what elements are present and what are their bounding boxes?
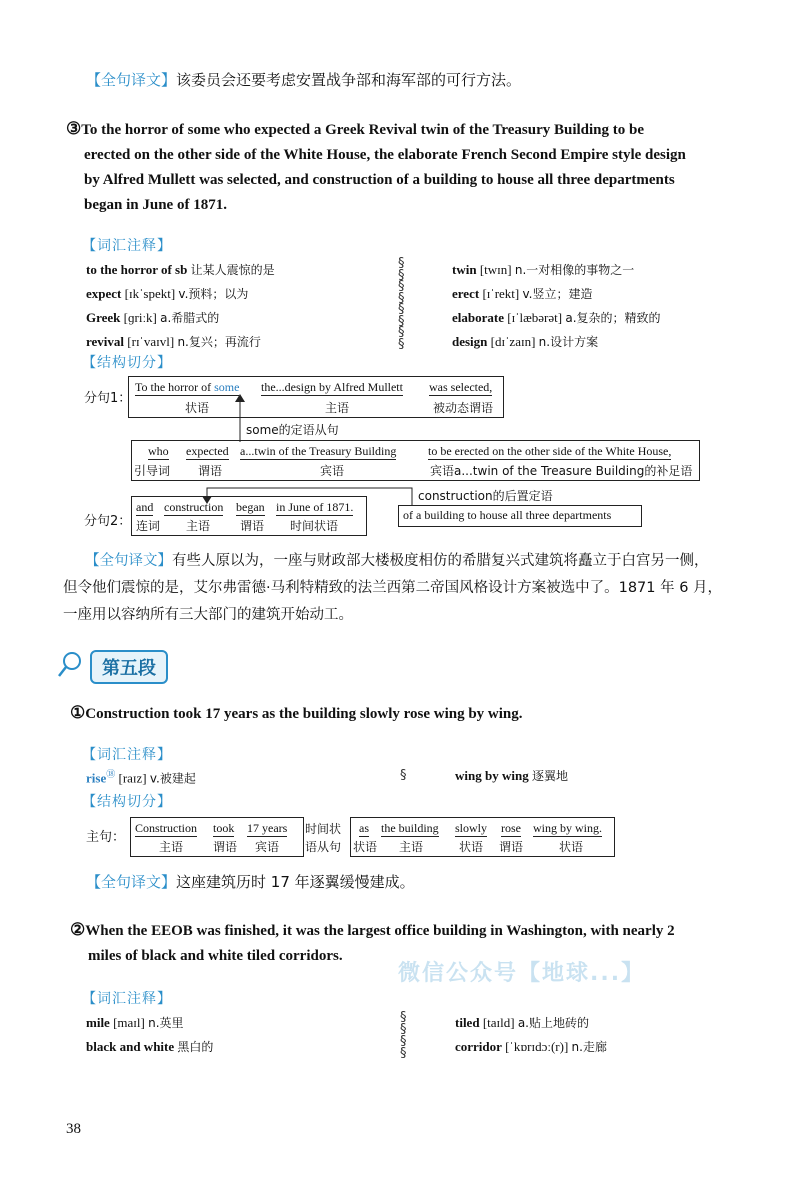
post-modifier-text: of a building to house all three departments bbox=[403, 508, 612, 522]
role-label: 状语 bbox=[353, 840, 378, 854]
relative-clause-note: some的定语从句 bbox=[246, 423, 339, 437]
vocab-entry: mile [maɪl] n.英里 bbox=[86, 1015, 184, 1030]
sentence-3 bbox=[66, 116, 766, 218]
role-label: 谓语 bbox=[198, 464, 223, 478]
c2-time: in June of 1871. bbox=[276, 500, 354, 514]
role-label: 谓语 bbox=[240, 519, 265, 533]
clause1-box bbox=[128, 376, 504, 418]
relative-clause-box bbox=[131, 440, 700, 481]
rel-complement: to be erected on the other side of the White House, bbox=[428, 444, 672, 458]
role-label: 状语 bbox=[559, 840, 584, 854]
c2-and: and bbox=[136, 500, 154, 514]
vocab-entry: to the horror of sb 让某人震惊的是 bbox=[86, 262, 275, 277]
rel-expected: expected bbox=[186, 444, 229, 458]
role-label: 被动态谓语 bbox=[433, 401, 494, 415]
structure-heading: 【结构切分】 bbox=[82, 355, 172, 371]
sub-subject: the building bbox=[381, 821, 439, 835]
clause1-label: 分句1： bbox=[84, 391, 132, 406]
vocab-list-left bbox=[86, 1011, 213, 1059]
role-label: 时间状语 bbox=[290, 519, 339, 533]
rel-who: who bbox=[148, 444, 169, 458]
antecedent-some: some bbox=[214, 380, 240, 394]
sentence-number: ③ bbox=[66, 119, 82, 138]
vocab-list-right bbox=[452, 258, 661, 354]
vocab-list-left bbox=[86, 258, 275, 354]
vocab-divider: § § § § bbox=[400, 1010, 407, 1061]
role-label: 主语 bbox=[159, 840, 184, 854]
clause1-predicate: was selected, bbox=[429, 380, 493, 394]
translation-text: 该委员会还要考虑安置战争部和海军部的可行方法。 bbox=[176, 71, 522, 89]
role-label: 谓语 bbox=[499, 840, 524, 854]
sentence-number: ② bbox=[70, 920, 86, 939]
vocab-heading: 【词汇注释】 bbox=[82, 991, 172, 1007]
sentence-line: began in June of 1871. bbox=[84, 197, 227, 213]
clause1-adverbial: To the horror of some bbox=[135, 380, 240, 394]
vocab-entry: black and white 黑白的 bbox=[86, 1039, 214, 1054]
role-label: 主语 bbox=[399, 840, 424, 854]
vocab-divider: § § § § § § § § bbox=[398, 256, 405, 352]
role-label: 连词 bbox=[136, 519, 161, 533]
main-clause-label: 主句： bbox=[86, 830, 126, 845]
role-label: 宾语a...twin of the Treasure Building的补足语 bbox=[430, 464, 693, 478]
clause1-subject: the...design by Alfred Mullett bbox=[261, 380, 403, 394]
translation-line: 有些人原以为，一座与财政部大楼极度相仿的希腊复兴式建筑将矗立于白宫另一侧， bbox=[172, 553, 709, 569]
role-label: 主语 bbox=[186, 519, 211, 533]
sub-wing: wing by wing. bbox=[533, 821, 602, 835]
c2-began: began bbox=[236, 500, 265, 514]
vocab-entry: rise⑱ [raɪz] v.被建起 bbox=[86, 769, 196, 786]
sub-slowly: slowly bbox=[455, 821, 488, 835]
sentence-p5-1 bbox=[70, 700, 523, 727]
role-label: 状语 bbox=[459, 840, 484, 854]
vocab-entry: corridor [ˈkɒrɪdɔː(r)] n.走廊 bbox=[455, 1039, 607, 1054]
translation-p5s1 bbox=[86, 869, 415, 896]
watermark: 微信公众号【地球...】 bbox=[398, 961, 646, 986]
role-label: 宾语 bbox=[255, 840, 280, 854]
translation-line: 一座用以容纳所有三大部门的建筑开始动工。 bbox=[63, 607, 353, 623]
sentence-number: ① bbox=[70, 703, 86, 722]
post-modifier-note: construction的后置定语 bbox=[418, 489, 553, 503]
sub-as: as bbox=[359, 821, 369, 835]
adverbial-clause-label: 时间状 语从句 bbox=[305, 822, 342, 854]
rel-object: a...twin of the Treasury Building bbox=[240, 444, 397, 458]
sentence-line: Construction took 17 years as the building slowly rose wing by wing. bbox=[85, 706, 523, 722]
vocab-divider: § bbox=[400, 768, 407, 783]
vocab-entry: tiled [taɪld] a.贴上地砖的 bbox=[455, 1015, 589, 1030]
vocab-heading: 【词汇注释】 bbox=[82, 238, 172, 254]
clause2-box bbox=[131, 496, 367, 536]
translation-label: 【全句译文】 bbox=[85, 553, 172, 569]
role-label: 谓语 bbox=[213, 840, 238, 854]
sentence-line: miles of black and white tiled corridors. bbox=[88, 948, 343, 964]
sentence-line: When the EEOB was finished, it was the largest office building in Washington, with nearly 2 bbox=[85, 923, 675, 939]
vocab-entry: wing by wing 逐翼地 bbox=[455, 768, 568, 783]
sub-rose: rose bbox=[501, 821, 521, 835]
vocab-entry: Greek [ɡriːk] a.希腊式的 bbox=[86, 310, 220, 325]
structure-heading: 【结构切分】 bbox=[82, 794, 172, 810]
vocab-entry: revival [rɪˈvaɪvl] n.复兴；再流行 bbox=[86, 334, 261, 349]
magnifier-icon bbox=[56, 650, 84, 680]
vocab-entry: expect [ɪkˈspekt] v.预料；以为 bbox=[86, 286, 249, 301]
sentence-line: To the horror of some who expected a Greek Revival twin of the Treasury Building to be bbox=[81, 122, 645, 138]
translation-text: 这座建筑历时 17 年逐翼缓慢建成。 bbox=[176, 873, 415, 891]
vocab-entry: twin [twɪn] n.一对相像的事物之一 bbox=[452, 262, 635, 277]
vocab-heading: 【词汇注释】 bbox=[82, 747, 172, 763]
role-label: 主语 bbox=[325, 401, 350, 415]
main-object: 17 years bbox=[247, 821, 288, 835]
translation-line: 但令他们震惊的是，艾尔弗雷德·马利特精致的法兰西第二帝国风格设计方案被选中了。1871 年 6 月， bbox=[63, 580, 723, 596]
main-predicate: took bbox=[213, 821, 235, 835]
sentence-line: by Alfred Mullett was selected, and construction of a building to house all three departments bbox=[84, 172, 675, 188]
adverbial-clause-box bbox=[350, 817, 615, 857]
page-number: 38 bbox=[66, 1121, 81, 1137]
role-label: 引导词 bbox=[134, 464, 171, 478]
vocab-entry: design [dɪˈzaɪn] n.设计方案 bbox=[452, 334, 599, 349]
translation-label: 【全句译文】 bbox=[86, 873, 177, 891]
vocab-list-right bbox=[455, 1011, 607, 1059]
vocab-entry: elaborate [ɪˈlæbərət] a.复杂的；精致的 bbox=[452, 310, 661, 325]
translation-line-s2 bbox=[86, 67, 521, 94]
c2-construction: construction bbox=[164, 500, 224, 514]
clause2-label: 分句2： bbox=[84, 514, 132, 529]
role-label: 状语 bbox=[185, 401, 210, 415]
post-modifier-box bbox=[398, 505, 642, 527]
role-label: 宾语 bbox=[320, 464, 345, 478]
translation-label: 【全句译文】 bbox=[86, 71, 177, 89]
main-subject: Construction bbox=[135, 821, 197, 835]
main-clause-box bbox=[130, 817, 304, 857]
translation-s3 bbox=[63, 548, 783, 629]
paragraph-5-title: 第五段 bbox=[90, 650, 168, 684]
vocab-entry: erect [ɪˈrekt] v.竖立；建造 bbox=[452, 286, 593, 301]
sentence-line: erected on the other side of the White House, the elaborate French Second Empire style design bbox=[84, 147, 686, 163]
